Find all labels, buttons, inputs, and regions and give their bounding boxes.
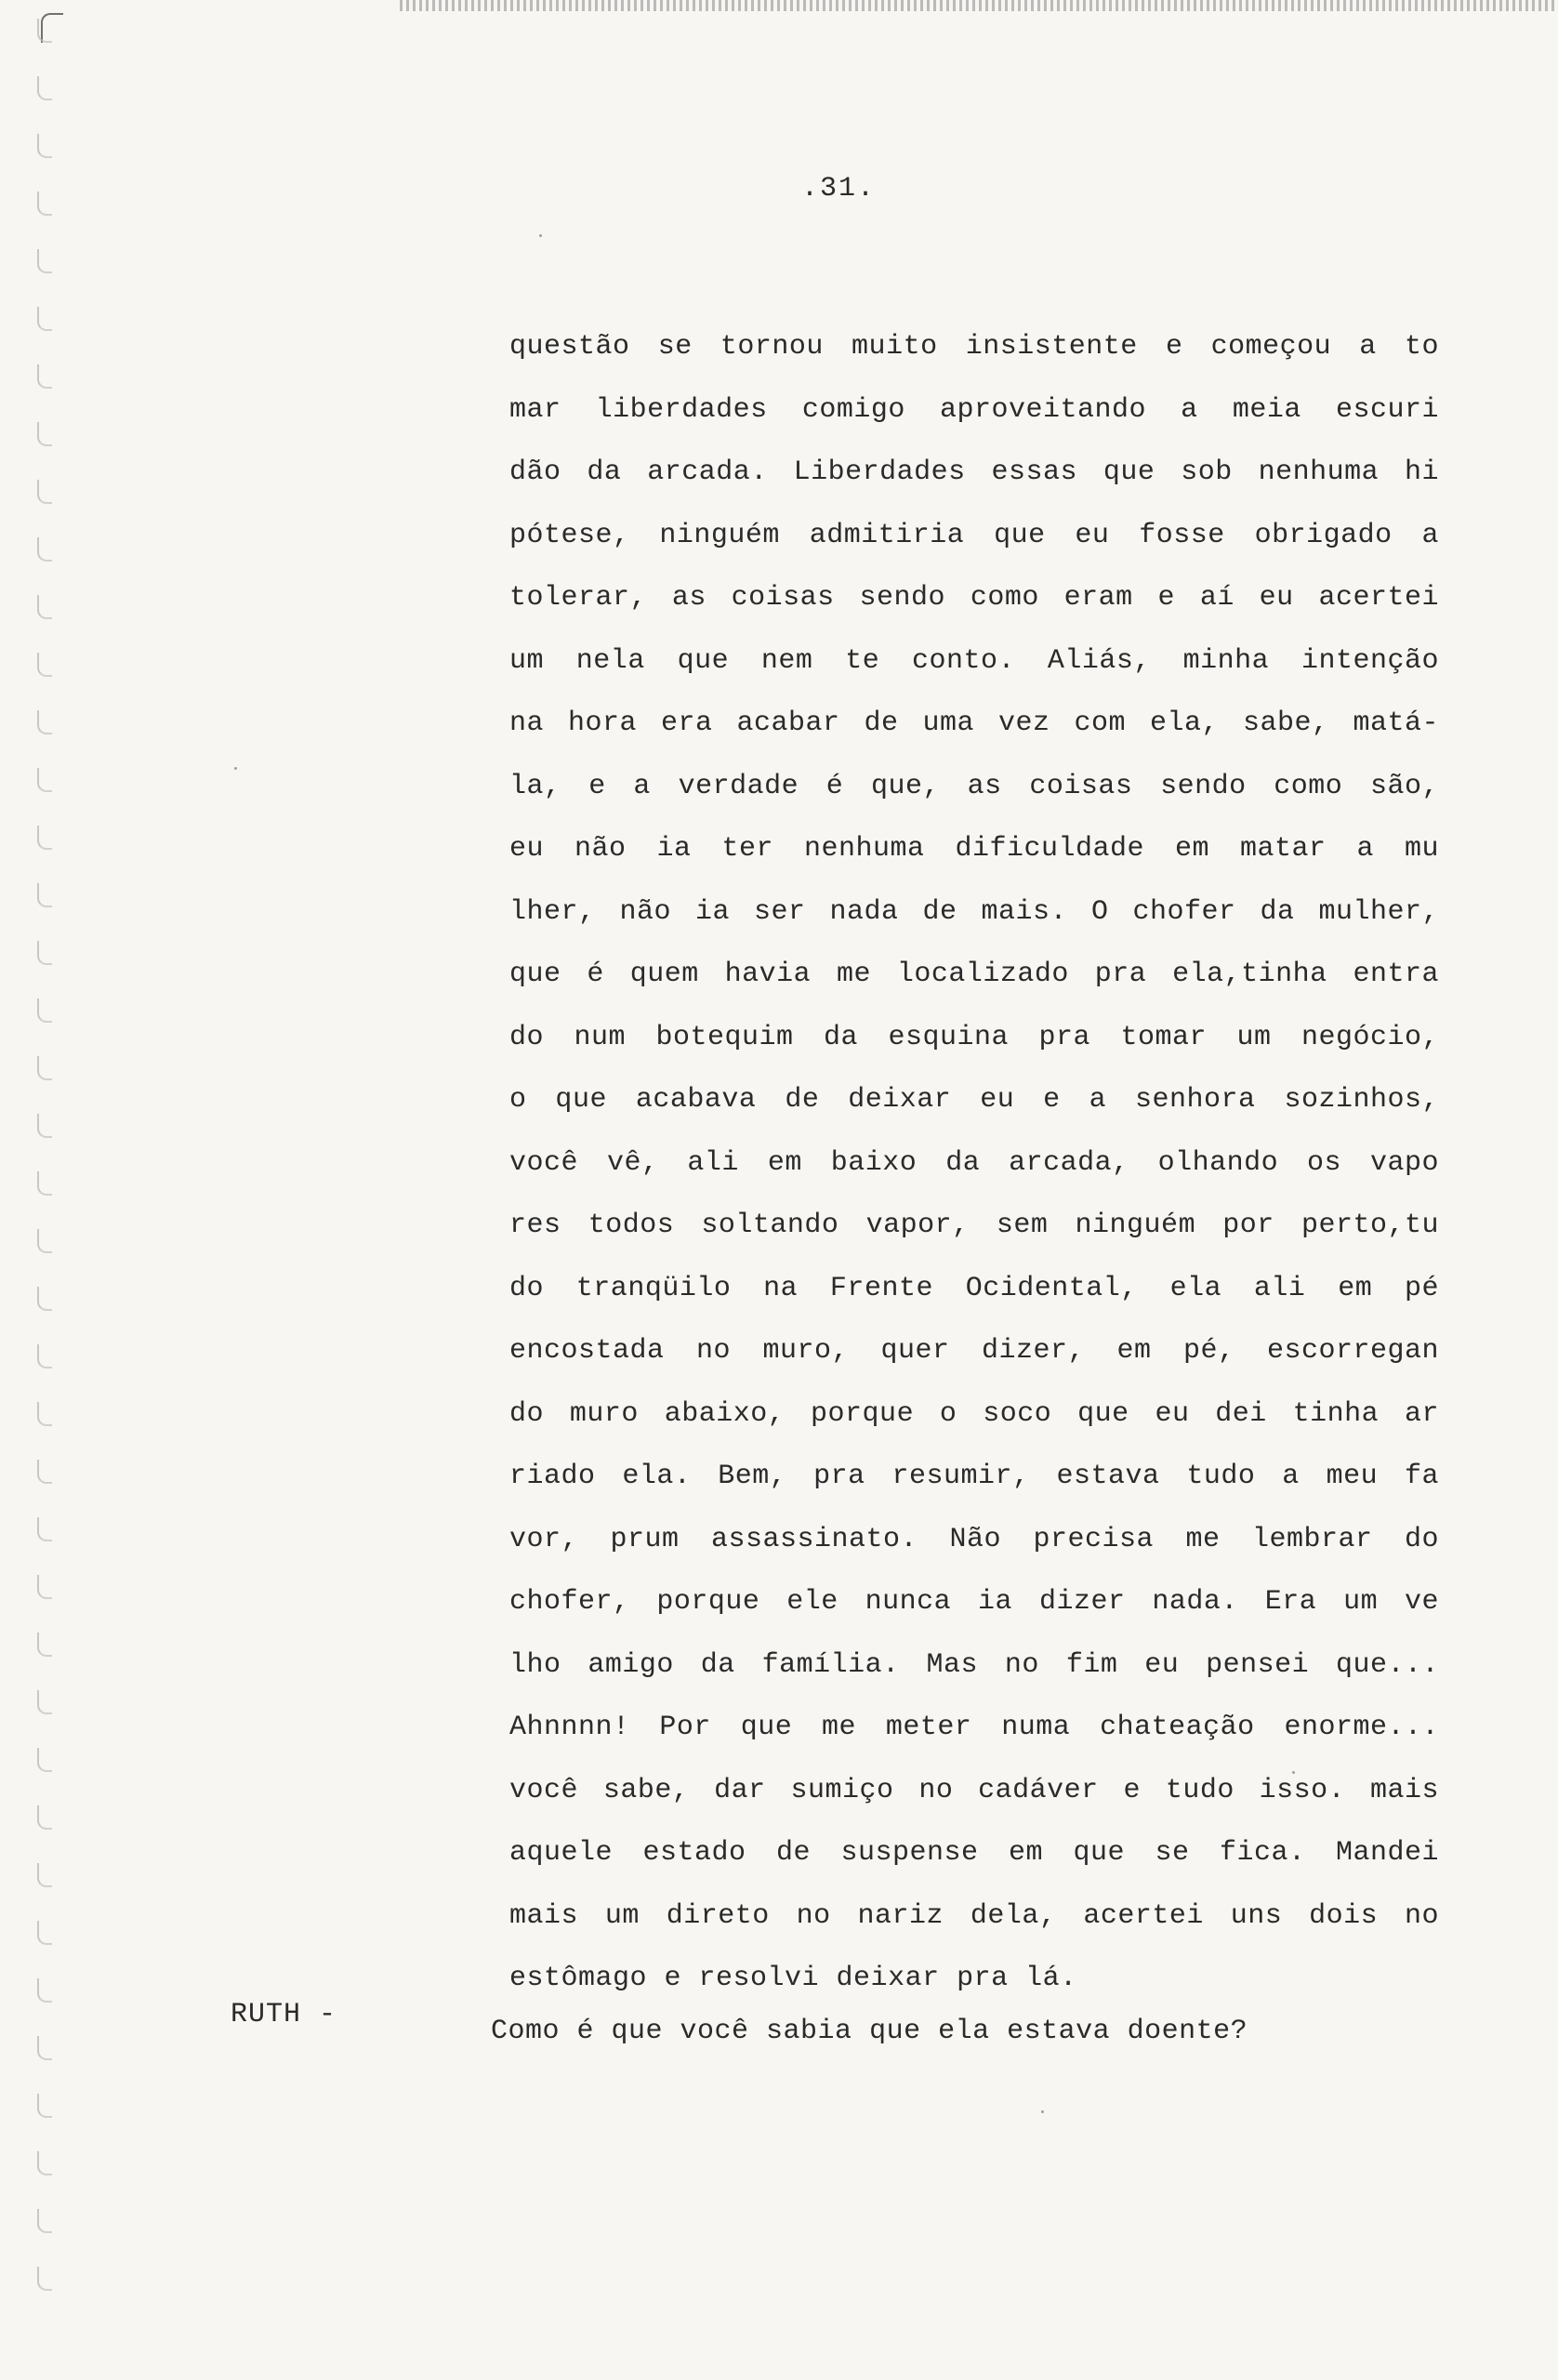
text-line: lho amigo da família. Mas no fim eu pensei que... [509,1648,1439,1681]
text-line: riado ela. Bem, pra resumir, estava tudo a meu fa [509,1461,1439,1492]
perforation-mark [37,1171,52,1196]
perforation-mark [37,1690,52,1714]
perforation-mark [37,192,52,216]
perforation-mark [37,1402,52,1426]
perforation-mark [37,653,52,677]
text-line: do num botequim da esquina pra tomar um negócio, [509,1021,1439,1053]
perforation-mark [37,76,52,100]
text-line: você sabe, dar sumiço no cadáver e tudo isso. mais [509,1774,1439,1806]
page-number: .31. [801,173,877,205]
perforation-mark [37,1748,52,1772]
perforation-mark [37,595,52,619]
text-line: estômago e resolvi deixar pra lá. [509,1963,1077,1994]
perforation-mark [37,537,52,562]
perforation-mark [37,1344,52,1368]
perforation-mark [37,1805,52,1830]
paper-speck [1292,1771,1295,1774]
text-line: pótese, ninguém admitiria que eu fosse obrigado a [509,519,1439,551]
text-line: o que acabava de deixar eu e a senhora sozinhos, [509,1084,1439,1116]
text-line: do muro abaixo, porque o soco que eu dei tinha ar [509,1397,1439,1430]
perforation-mark [37,1056,52,1080]
perforation-mark [37,2267,52,2291]
perforation-mark [37,1114,52,1138]
monologue-paragraph [509,316,1439,2011]
text-line: um nela que nem te conto. Aliás, minha intenção [509,644,1439,677]
perforation-mark [37,134,52,158]
perforation-mark [37,1460,52,1484]
torn-top-edge [400,0,1558,11]
text-line: vor, prum assassinato. Não precisa me lembrar do [509,1523,1439,1555]
text-line: tolerar, as coisas sendo como eram e aí eu acertei [509,582,1439,614]
perforation-mark [37,710,52,734]
perforation-mark [37,2036,52,2060]
text-line: mais um direto no nariz dela, acertei uns dois no [509,1899,1439,1932]
text-line: Ahnnnn! Por que me meter numa chateação enorme... [509,1712,1439,1743]
text-line: do tranqüilo na Frente Ocidental, ela ali em pé [509,1272,1439,1304]
perforation-mark [37,2151,52,2175]
perforation-mark [37,1921,52,1945]
perforation-mark [37,2094,52,2118]
text-line: que é quem havia me localizado pra ela,tinha entra [509,959,1439,990]
text-line: lher, não ia ser nada de mais. O chofer da mulher, [509,895,1439,928]
perforation-mark [37,1978,52,2003]
text-line: eu não ia ter nenhuma dificuldade em matar a mu [509,833,1439,865]
perforation-mark [37,480,52,504]
perforation-mark [37,307,52,331]
perforation-mark [37,1633,52,1657]
text-line: dão da arcada. Liberdades essas que sob nenhuma hi [509,456,1439,488]
perforation-mark [37,364,52,389]
text-line: chofer, porque ele nunca ia dizer nada. Era um ve [509,1586,1439,1618]
perforation-mark [37,998,52,1023]
perforation-mark [37,2209,52,2233]
paper-speck [1041,2110,1044,2113]
text-line: você vê, ali em baixo da arcada, olhando os vapo [509,1146,1439,1179]
perforation-mark [37,883,52,907]
perforation-mark [37,1287,52,1311]
perforation-mark [37,1575,52,1599]
text-line: encostada no muro, quer dizer, em pé, escorregan [509,1335,1439,1367]
text-line: mar liberdades comigo aproveitando a meia escuri [509,393,1439,426]
speaker-line: Como é que você sabia que ela estava doente? [491,2016,1248,2047]
perforation-mark [37,1863,52,1887]
text-line: na hora era acabar de uma vez com ela, sabe, matá- [509,707,1439,739]
text-line: la, e a verdade é que, as coisas sendo como são, [509,770,1439,802]
perforation-mark [37,19,52,43]
speaker-label: RUTH - [231,1999,337,2030]
perforation-mark [37,249,52,273]
text-line: aquele estado de suspense em que se fica. Mandei [509,1837,1439,1869]
text-line: res todos soltando vapor, sem ninguém por perto,tu [509,1210,1439,1241]
paper-speck [539,234,542,237]
perforation-mark [37,826,52,850]
perforation-mark [37,768,52,792]
text-line: questão se tornou muito insistente e começou a to [509,331,1439,363]
perforation-mark [37,941,52,965]
paper-speck [234,767,237,770]
perforation-mark [37,422,52,446]
binding-perforations [17,19,73,2343]
perforation-mark [37,1229,52,1253]
perforation-mark [37,1517,52,1541]
